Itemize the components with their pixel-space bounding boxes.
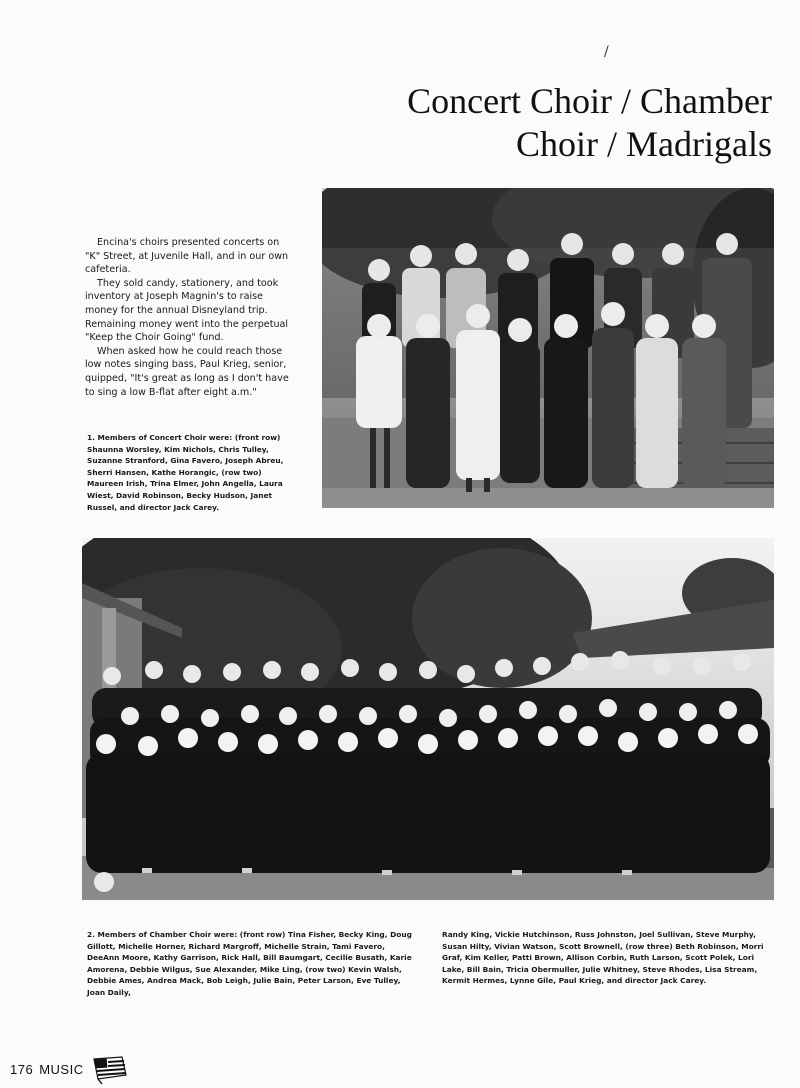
page-title — [252, 80, 772, 166]
story-paragraph-3: When asked how he could reach those low notes singing bass, Paul Krieg, senior, quipped, "It's great as long as I don't have to sing a low B-flat after eight a.m." — [85, 345, 289, 398]
story-paragraph-2: They sold candy, stationery, and took inventory at Joseph Magnin's to raise money for the annual Disneyland trip. Remaining money went into the perpetual "Keep the Choir Going" fund. — [85, 277, 289, 344]
caption-chamber-choir-part-1: 2. Members of Chamber Choir were: (front row) Tina Fisher, Becky King, Doug Gillott, Michelle Horner, Richard Margroff, Michelle Strain, Tami Favero, DeeAnn Moore, Kathy Garrison, Rick Hall, Bill Baumgart, Cecilie Busath, Karie Amorena, Debbie Wilgus, Sue Alexander, Mike Ling, (row two) Kevin Walsh, Debbie Ames, Andrea Mack, Bob Leigh, Julie Bain, Peter Larson, Eve Tulley, Joan Daily, — [87, 930, 412, 997]
chamber-choir-photo-graphic — [82, 538, 774, 900]
page-folio — [10, 1053, 128, 1085]
concert-choir-photo — [322, 188, 774, 508]
story-text — [85, 236, 297, 399]
title-line-2: Choir / Madrigals — [516, 124, 772, 164]
title-line-1: Concert Choir / Chamber — [407, 81, 772, 121]
concert-choir-photo-graphic — [322, 188, 774, 508]
page-number: 176 — [10, 1061, 34, 1077]
caption-chamber-choir-part-2: Randy King, Vickie Hutchinson, Russ Johnston, Joel Sullivan, Steve Murphy, Susan Hilty, Vivian Watson, Scott Brownell, (row three) Beth Robinson, Morri Graf, Kim Keller, Patti Brown, Allison Corbin, Ruth Larson, Scott Polek, Lori Lake, Bill Bain, Tricia Obermuller, Julie Whitney, Steve Rhodes, Lisa Stream, Kermit Hermes, Lynne Gile, Paul Krieg, and director Jack Carey. — [442, 930, 764, 986]
section-name: MUSIC — [39, 1061, 84, 1077]
story-paragraph-1: Encina's choirs presented concerts on "K" Street, at Juvenile Hall, and in our own cafeteria. — [85, 237, 289, 276]
chamber-choir-photo — [82, 538, 774, 900]
caption-concert-choir: 1. Members of Concert Choir were: (front row) Shaunna Worsley, Kim Nichols, Chris Tulley, Suzanne Stranford, Gina Favero, Joseph Abreu, Sherri Hansen, Kathe Horangic, (row two) Maureen Irish, Trina Elmer, John Angella, Laura Wiest, David Robinson, Becky Hudson, Janet Russel, and director Jack Carey. — [87, 433, 284, 512]
flag-icon — [92, 1053, 128, 1085]
stray-mark: / — [604, 44, 609, 60]
